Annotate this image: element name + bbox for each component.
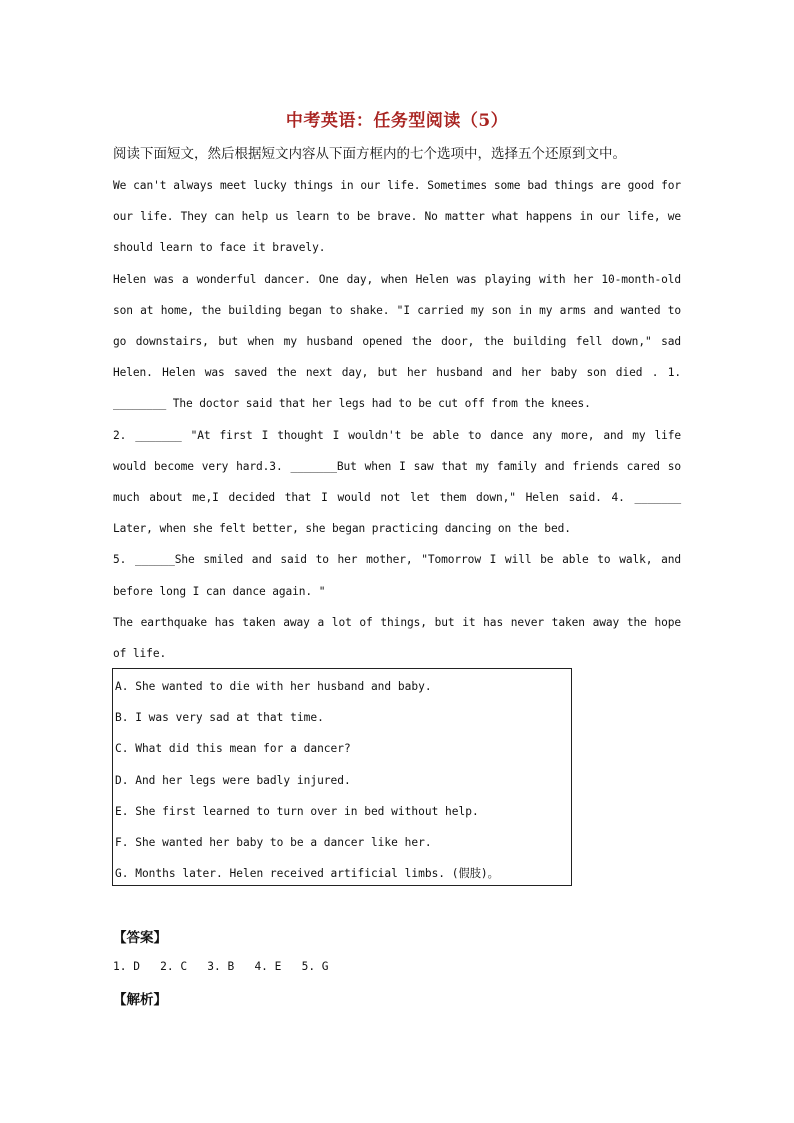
passage-paragraph-3: 2. _______ "At first I thought I wouldn't be able to dance any more, and my life would become very hard.3. _______But when I saw that my family and friends cared so much about me,I decided that I would not let them down," Helen said. 4. _______ Later, when she felt better, she began practicing dancing on the bed. [113,428,681,536]
reading-passage [113,170,681,669]
option-g: G. Months later. Helen received artificial limbs. (假肢)。 [115,867,499,881]
option-d: D. And her legs were badly injured. [115,773,351,787]
passage-paragraph-4: 5. ______She smiled and said to her mother, "Tomorrow I will be able to walk, and before long I can dance again. " [113,553,681,598]
passage-paragraph-5: The earthquake has taken away a lot of things, but it has never taken away the hope of life. [113,615,681,661]
passage-paragraph-2: Helen was a wonderful dancer. One day, when Helen was playing with her 10-month-old son at home, the building began to shake. "I carried my son in my arms and wanted to go downstairs, but when my husband opened the door, the building fell down," sad Helen. Helen was saved the next day, but her husband and her baby son died . 1. ________ The doctor said that her legs had to be cut off from the knees. [113,272,681,411]
passage-paragraph-1: We can't always meet lucky things in our life. Sometimes some bad things are good for our life. They can help us learn to be brave. No matter what happens in our life, we should learn to face it bravely. [113,179,681,255]
instruction-text: 阅读下面短文，然后根据短文内容从下面方框内的七个选项中，选择五个还原到文中。 [113,146,626,162]
option-b: B. I was very sad at that time. [115,711,324,725]
option-c: C. What did this mean for a dancer? [115,742,351,756]
answer-heading: 【答案】 [113,930,167,946]
option-f: F. She wanted her baby to be a dancer like her. [115,836,432,850]
option-e: E. She first learned to turn over in bed without help. [115,804,479,818]
option-a: A. She wanted to die with her husband and baby. [115,680,432,693]
document-title: 中考英语：任务型阅读（5） [285,111,509,131]
options-box [112,668,572,886]
analysis-heading: 【解析】 [113,992,167,1008]
answer-list: 1. D 2. C 3. B 4. E 5. G [113,960,329,973]
